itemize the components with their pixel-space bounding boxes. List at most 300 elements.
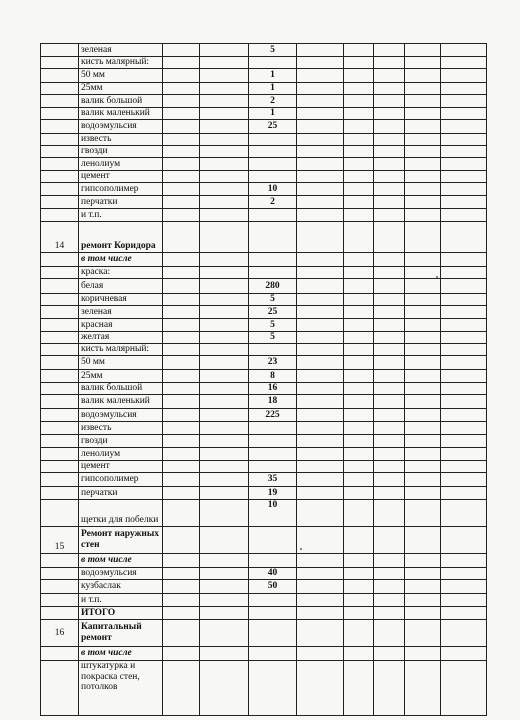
quantity-cell	[249, 209, 297, 222]
item-name-cell: в том числе	[79, 253, 163, 267]
row-number-cell	[41, 473, 79, 487]
empty-cell	[374, 196, 405, 209]
empty-cell	[405, 356, 441, 370]
empty-cell	[344, 594, 374, 607]
row-number-cell	[41, 319, 79, 332]
empty-cell	[405, 57, 441, 69]
empty-cell	[441, 95, 487, 108]
empty-cell	[374, 383, 405, 395]
empty-cell	[163, 580, 200, 594]
row-number-cell	[41, 279, 79, 294]
empty-cell	[200, 594, 249, 607]
empty-cell	[200, 356, 249, 370]
row-number-cell	[41, 500, 79, 527]
empty-cell	[441, 146, 487, 158]
table-row	[41, 319, 487, 332]
empty-cell	[344, 580, 374, 594]
scan-speck	[436, 276, 438, 278]
table-row	[41, 158, 487, 171]
empty-cell	[297, 134, 344, 146]
item-name-cell: гипсополимер	[79, 473, 163, 487]
quantity-cell	[249, 607, 297, 620]
empty-cell	[374, 95, 405, 108]
empty-cell	[200, 370, 249, 383]
empty-cell	[163, 120, 200, 134]
empty-cell	[344, 158, 374, 171]
empty-cell	[297, 171, 344, 183]
row-number-cell	[41, 607, 79, 620]
quantity-cell: 280	[249, 279, 297, 294]
empty-cell	[163, 209, 200, 222]
empty-cell	[200, 146, 249, 158]
empty-cell	[163, 108, 200, 120]
empty-cell	[405, 222, 441, 253]
quantity-cell: 25	[249, 306, 297, 319]
empty-cell	[441, 267, 487, 279]
empty-cell	[200, 108, 249, 120]
empty-cell	[344, 146, 374, 158]
item-name-cell: зеленая	[79, 44, 163, 57]
empty-cell	[441, 580, 487, 594]
row-number-cell	[41, 83, 79, 95]
empty-cell	[344, 294, 374, 306]
row-number-cell	[41, 146, 79, 158]
empty-cell	[200, 620, 249, 647]
empty-cell	[374, 120, 405, 134]
empty-cell	[374, 594, 405, 607]
empty-cell	[374, 158, 405, 171]
empty-cell	[163, 647, 200, 661]
empty-cell	[297, 422, 344, 435]
empty-cell	[374, 69, 405, 83]
empty-cell	[374, 473, 405, 487]
empty-cell	[405, 448, 441, 461]
quantity-cell: 18	[249, 395, 297, 409]
table-row	[41, 356, 487, 370]
table-row	[41, 83, 487, 95]
empty-cell	[405, 620, 441, 647]
empty-cell	[405, 146, 441, 158]
empty-cell	[200, 568, 249, 580]
table-row	[41, 647, 487, 661]
item-name-cell: валик большой	[79, 383, 163, 395]
empty-cell	[441, 356, 487, 370]
empty-cell	[441, 183, 487, 196]
table-row	[41, 448, 487, 461]
empty-cell	[297, 209, 344, 222]
empty-cell	[200, 158, 249, 171]
empty-cell	[374, 356, 405, 370]
empty-cell	[405, 158, 441, 171]
empty-cell	[200, 196, 249, 209]
empty-cell	[374, 568, 405, 580]
empty-cell	[374, 253, 405, 267]
empty-cell	[344, 448, 374, 461]
empty-cell	[405, 554, 441, 568]
empty-cell	[374, 607, 405, 620]
empty-cell	[163, 171, 200, 183]
empty-cell	[163, 409, 200, 422]
empty-cell	[405, 120, 441, 134]
row-number-cell	[41, 422, 79, 435]
empty-cell	[297, 332, 344, 344]
empty-cell	[441, 607, 487, 620]
empty-cell	[344, 306, 374, 319]
quantity-cell	[249, 448, 297, 461]
empty-cell	[297, 95, 344, 108]
empty-cell	[441, 661, 487, 716]
item-name-cell: штукатурка и покраска стен, потолков	[79, 661, 163, 716]
quantity-cell: 1	[249, 69, 297, 83]
empty-cell	[163, 344, 200, 356]
empty-cell	[344, 487, 374, 500]
empty-cell	[374, 661, 405, 716]
empty-cell	[163, 279, 200, 294]
quantity-cell: 23	[249, 356, 297, 370]
item-name-cell: известь	[79, 134, 163, 146]
empty-cell	[405, 209, 441, 222]
empty-cell	[297, 661, 344, 716]
item-name-cell: коричневая	[79, 294, 163, 306]
row-number-cell	[41, 267, 79, 279]
empty-cell	[374, 448, 405, 461]
quantity-cell: 5	[249, 319, 297, 332]
table-row	[41, 44, 487, 57]
empty-cell	[200, 422, 249, 435]
empty-cell	[163, 448, 200, 461]
empty-cell	[297, 580, 344, 594]
empty-cell	[374, 306, 405, 319]
quantity-cell: 19	[249, 487, 297, 500]
empty-cell	[405, 108, 441, 120]
item-name-cell: водоэмульсия	[79, 568, 163, 580]
item-name-cell: ленолиум	[79, 448, 163, 461]
empty-cell	[441, 383, 487, 395]
empty-cell	[405, 183, 441, 196]
quantity-cell	[249, 435, 297, 448]
empty-cell	[297, 620, 344, 647]
empty-cell	[163, 196, 200, 209]
empty-cell	[441, 473, 487, 487]
empty-cell	[200, 306, 249, 319]
empty-cell	[441, 134, 487, 146]
row-number-cell	[41, 69, 79, 83]
empty-cell	[163, 146, 200, 158]
empty-cell	[344, 57, 374, 69]
empty-cell	[344, 279, 374, 294]
empty-cell	[344, 395, 374, 409]
empty-cell	[163, 568, 200, 580]
table-row	[41, 332, 487, 344]
empty-cell	[405, 647, 441, 661]
empty-cell	[200, 580, 249, 594]
empty-cell	[344, 171, 374, 183]
empty-cell	[441, 57, 487, 69]
quantity-cell: 10	[249, 183, 297, 196]
empty-cell	[374, 146, 405, 158]
table-row	[41, 527, 487, 554]
empty-cell	[297, 568, 344, 580]
table-row	[41, 69, 487, 83]
empty-cell	[297, 196, 344, 209]
empty-cell	[163, 183, 200, 196]
empty-cell	[163, 69, 200, 83]
item-name-cell: цемент	[79, 461, 163, 473]
empty-cell	[297, 222, 344, 253]
empty-cell	[200, 134, 249, 146]
empty-cell	[297, 647, 344, 661]
empty-cell	[441, 158, 487, 171]
empty-cell	[297, 158, 344, 171]
table-row	[41, 435, 487, 448]
empty-cell	[163, 222, 200, 253]
empty-cell	[441, 253, 487, 267]
empty-cell	[163, 422, 200, 435]
empty-cell	[200, 83, 249, 95]
table-row	[41, 95, 487, 108]
empty-cell	[200, 95, 249, 108]
empty-cell	[374, 500, 405, 527]
table-row	[41, 146, 487, 158]
empty-cell	[441, 83, 487, 95]
empty-cell	[297, 319, 344, 332]
item-name-cell: известь	[79, 422, 163, 435]
empty-cell	[344, 527, 374, 554]
quantity-cell	[249, 134, 297, 146]
empty-cell	[344, 344, 374, 356]
empty-cell	[297, 306, 344, 319]
empty-cell	[441, 568, 487, 580]
row-number-cell	[41, 253, 79, 267]
empty-cell	[441, 422, 487, 435]
empty-cell	[441, 196, 487, 209]
row-number-cell	[41, 356, 79, 370]
empty-cell	[297, 370, 344, 383]
empty-cell	[297, 344, 344, 356]
table-row	[41, 294, 487, 306]
quantity-cell	[249, 171, 297, 183]
empty-cell	[344, 319, 374, 332]
row-number-cell	[41, 580, 79, 594]
row-number-cell	[41, 344, 79, 356]
empty-cell	[344, 661, 374, 716]
table-row	[41, 661, 487, 716]
empty-cell	[374, 422, 405, 435]
empty-cell	[405, 487, 441, 500]
empty-cell	[405, 568, 441, 580]
quantity-cell: 2	[249, 196, 297, 209]
empty-cell	[344, 332, 374, 344]
row-number-cell	[41, 383, 79, 395]
table-row	[41, 568, 487, 580]
table-body	[41, 44, 487, 716]
empty-cell	[344, 196, 374, 209]
row-number-cell	[41, 158, 79, 171]
row-number-cell	[41, 108, 79, 120]
empty-cell	[163, 620, 200, 647]
empty-cell	[441, 448, 487, 461]
empty-cell	[441, 370, 487, 383]
quantity-cell	[249, 661, 297, 716]
empty-cell	[163, 267, 200, 279]
empty-cell	[405, 44, 441, 57]
empty-cell	[200, 319, 249, 332]
item-name-cell: кузбаслак	[79, 580, 163, 594]
table-row	[41, 422, 487, 435]
empty-cell	[405, 500, 441, 527]
table-row	[41, 554, 487, 568]
quantity-cell	[249, 620, 297, 647]
empty-cell	[344, 620, 374, 647]
item-name-cell: ленолиум	[79, 158, 163, 171]
empty-cell	[200, 253, 249, 267]
quantity-cell	[249, 554, 297, 568]
empty-cell	[405, 580, 441, 594]
empty-cell	[441, 647, 487, 661]
table-row	[41, 279, 487, 294]
empty-cell	[374, 370, 405, 383]
empty-cell	[163, 395, 200, 409]
quantity-cell: 40	[249, 568, 297, 580]
quantity-cell	[249, 594, 297, 607]
empty-cell	[405, 435, 441, 448]
quantity-cell: 225	[249, 409, 297, 422]
item-name-cell: гвозди	[79, 435, 163, 448]
empty-cell	[374, 344, 405, 356]
empty-cell	[200, 661, 249, 716]
table-row	[41, 473, 487, 487]
quantity-cell: 5	[249, 44, 297, 57]
quantity-cell	[249, 57, 297, 69]
item-name-cell: водоэмульсия	[79, 409, 163, 422]
empty-cell	[405, 473, 441, 487]
empty-cell	[200, 409, 249, 422]
empty-cell	[374, 647, 405, 661]
item-name-cell: и т.п.	[79, 209, 163, 222]
quantity-cell	[249, 222, 297, 253]
empty-cell	[163, 134, 200, 146]
row-number-cell: 15	[41, 527, 79, 554]
empty-cell	[441, 171, 487, 183]
row-number-cell	[41, 171, 79, 183]
empty-cell	[441, 222, 487, 253]
quantity-cell: 16	[249, 383, 297, 395]
empty-cell	[200, 435, 249, 448]
empty-cell	[405, 69, 441, 83]
empty-cell	[163, 383, 200, 395]
table-row	[41, 306, 487, 319]
empty-cell	[297, 383, 344, 395]
empty-cell	[405, 607, 441, 620]
empty-cell	[297, 83, 344, 95]
table-row	[41, 461, 487, 473]
empty-cell	[200, 183, 249, 196]
empty-cell	[200, 209, 249, 222]
empty-cell	[200, 171, 249, 183]
empty-cell	[344, 607, 374, 620]
empty-cell	[374, 527, 405, 554]
empty-cell	[441, 461, 487, 473]
empty-cell	[297, 395, 344, 409]
table-row	[41, 383, 487, 395]
empty-cell	[297, 554, 344, 568]
empty-cell	[163, 95, 200, 108]
quantity-cell	[249, 158, 297, 171]
table-row	[41, 171, 487, 183]
empty-cell	[405, 461, 441, 473]
empty-cell	[405, 253, 441, 267]
empty-cell	[200, 461, 249, 473]
row-number-cell	[41, 57, 79, 69]
empty-cell	[297, 487, 344, 500]
empty-cell	[405, 319, 441, 332]
empty-cell	[200, 500, 249, 527]
quantity-cell: 2	[249, 95, 297, 108]
empty-cell	[297, 409, 344, 422]
empty-cell	[405, 171, 441, 183]
quantity-cell: 1	[249, 108, 297, 120]
empty-cell	[441, 319, 487, 332]
empty-cell	[344, 183, 374, 196]
empty-cell	[163, 594, 200, 607]
empty-cell	[297, 57, 344, 69]
empty-cell	[344, 120, 374, 134]
row-number-cell	[41, 435, 79, 448]
item-name-cell: белая	[79, 279, 163, 294]
empty-cell	[374, 395, 405, 409]
quantity-cell	[249, 422, 297, 435]
empty-cell	[405, 95, 441, 108]
quantity-cell: 10	[249, 500, 297, 527]
empty-cell	[163, 306, 200, 319]
empty-cell	[297, 607, 344, 620]
item-name-cell: перчатки	[79, 487, 163, 500]
empty-cell	[163, 294, 200, 306]
item-name-cell: 50 мм	[79, 69, 163, 83]
empty-cell	[374, 409, 405, 422]
quantity-cell	[249, 253, 297, 267]
item-name-cell: краска:	[79, 267, 163, 279]
empty-cell	[441, 108, 487, 120]
row-number-cell	[41, 448, 79, 461]
row-number-cell	[41, 209, 79, 222]
item-name-cell: Капитальный ремонт	[79, 620, 163, 647]
empty-cell	[344, 568, 374, 580]
empty-cell	[200, 222, 249, 253]
empty-cell	[344, 253, 374, 267]
empty-cell	[163, 435, 200, 448]
materials-table	[40, 43, 487, 716]
empty-cell	[344, 69, 374, 83]
row-number-cell	[41, 44, 79, 57]
empty-cell	[200, 448, 249, 461]
quantity-cell: 50	[249, 580, 297, 594]
quantity-cell	[249, 344, 297, 356]
empty-cell	[405, 383, 441, 395]
empty-cell	[297, 108, 344, 120]
empty-cell	[163, 332, 200, 344]
table-row	[41, 487, 487, 500]
empty-cell	[405, 409, 441, 422]
quantity-cell: 5	[249, 294, 297, 306]
empty-cell	[200, 69, 249, 83]
empty-cell	[200, 554, 249, 568]
row-number-cell	[41, 568, 79, 580]
empty-cell	[297, 594, 344, 607]
item-name-cell: кисть малярный:	[79, 57, 163, 69]
empty-cell	[163, 500, 200, 527]
row-number-cell	[41, 661, 79, 716]
